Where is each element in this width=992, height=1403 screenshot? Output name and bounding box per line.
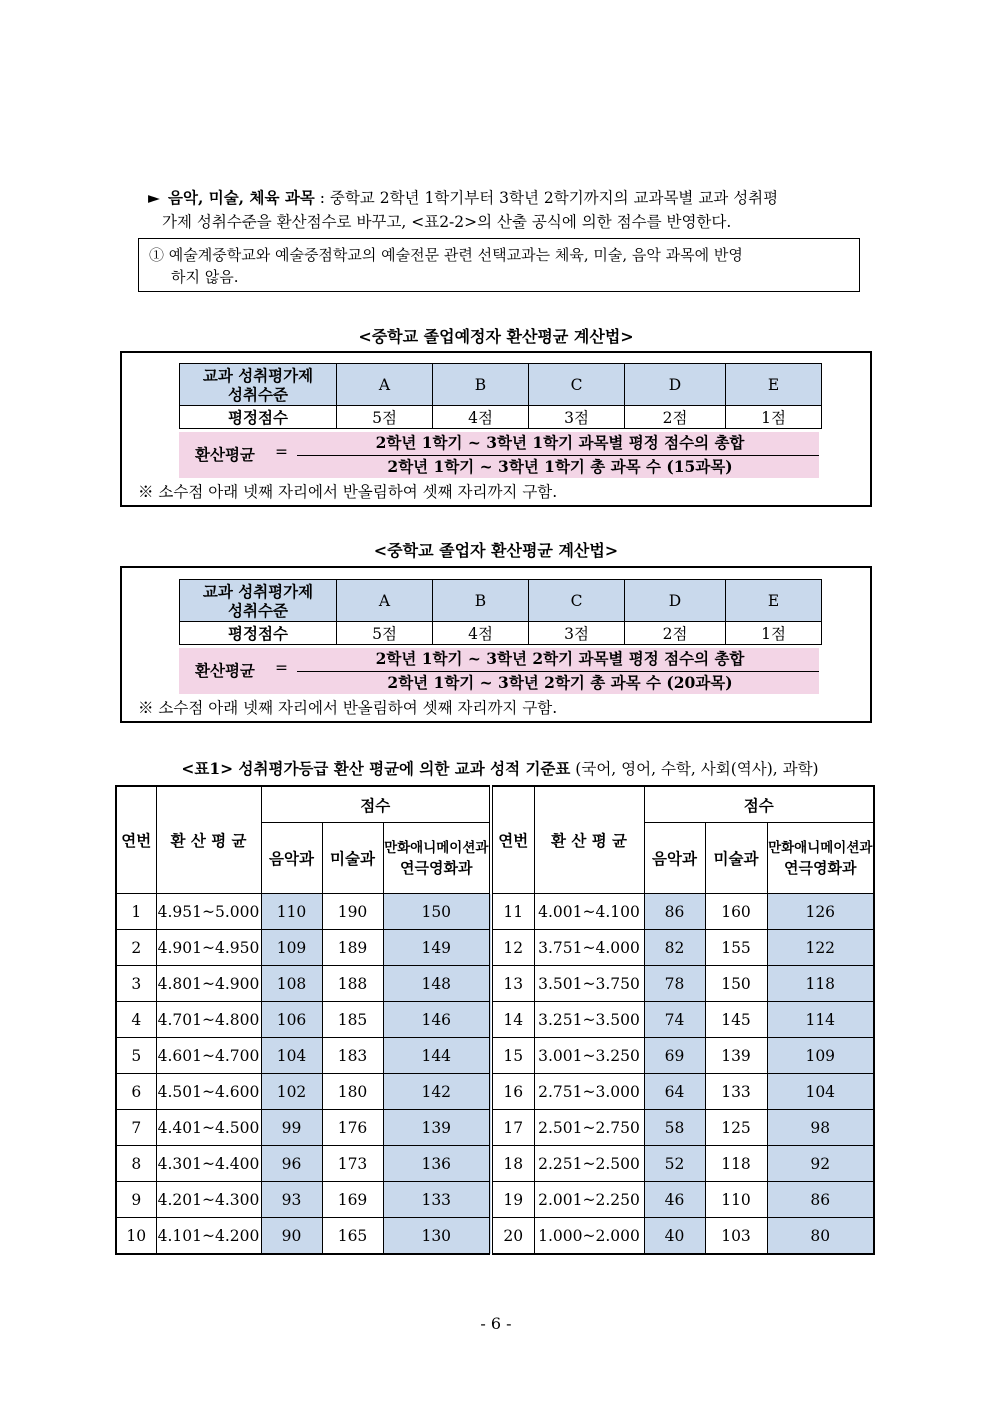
row-music: 108 — [261, 966, 322, 1002]
level-a: A — [337, 580, 433, 622]
section2-remark: ※ 소수점 아래 넷째 자리에서 반올림하여 셋째 자리까지 구함. — [138, 699, 558, 717]
table-body — [116, 894, 874, 1255]
header-score: 점수 — [644, 786, 874, 823]
row-animation: 150 — [383, 894, 491, 930]
row-music: 96 — [261, 1146, 322, 1182]
row-animation: 86 — [767, 1182, 874, 1218]
row-animation: 98 — [767, 1110, 874, 1146]
row-avg: 4.201~4.300 — [156, 1182, 261, 1218]
row-art: 103 — [705, 1218, 767, 1255]
row-animation: 122 — [767, 930, 874, 966]
formula-label: 환산평균 — [195, 445, 255, 464]
row-animation: 109 — [767, 1038, 874, 1074]
table-row — [116, 1038, 874, 1074]
row-avg: 2.751~3.000 — [534, 1074, 644, 1110]
score-a: 5점 — [337, 406, 433, 429]
row-animation: 104 — [767, 1074, 874, 1110]
row-music: 52 — [644, 1146, 705, 1182]
row-art: 190 — [322, 894, 383, 930]
score-b: 4점 — [433, 622, 529, 645]
row-animation: 126 — [767, 894, 874, 930]
intro-title: 음악, 미술, 체육 과목 — [168, 188, 315, 207]
row-art: 145 — [705, 1002, 767, 1038]
row-no: 8 — [116, 1146, 156, 1182]
row-art: 173 — [322, 1146, 383, 1182]
header-music: 음악과 — [261, 823, 322, 894]
row-animation: 139 — [383, 1110, 491, 1146]
row-art: 118 — [705, 1146, 767, 1182]
level-header: 교과 성취평가제 성취수준 — [180, 364, 337, 406]
formula-label: 환산평균 — [195, 661, 255, 680]
row-no: 3 — [116, 966, 156, 1002]
row-art: 180 — [322, 1074, 383, 1110]
intro-colon: : — [314, 189, 330, 207]
row-animation: 133 — [383, 1182, 491, 1218]
header-art: 미술과 — [705, 823, 767, 894]
row-avg: 4.401~4.500 — [156, 1110, 261, 1146]
note-box — [138, 238, 860, 292]
row-no: 11 — [491, 894, 534, 930]
section1-grade-table — [179, 363, 822, 429]
row-animation: 118 — [767, 966, 874, 1002]
level-header: 교과 성취평가제 성취수준 — [180, 580, 337, 622]
score-e: 1점 — [726, 622, 822, 645]
row-music: 40 — [644, 1218, 705, 1255]
score-b: 4점 — [433, 406, 529, 429]
level-b: B — [433, 364, 529, 406]
table1-caption — [120, 757, 880, 779]
level-c: C — [529, 580, 625, 622]
row-no: 1 — [116, 894, 156, 930]
row-music: 90 — [261, 1218, 322, 1255]
table-row — [116, 1110, 874, 1146]
row-music: 82 — [644, 930, 705, 966]
row-music: 78 — [644, 966, 705, 1002]
level-e: E — [726, 364, 822, 406]
row-art: 185 — [322, 1002, 383, 1038]
intro-line1: 중학교 2학년 1학기부터 3학년 2학기까지의 교과목별 교과 성취평 — [329, 189, 779, 207]
score-e: 1점 — [726, 406, 822, 429]
row-no: 7 — [116, 1110, 156, 1146]
formula-equals: = — [275, 659, 288, 677]
row-music: 69 — [644, 1038, 705, 1074]
row-avg: 4.951~5.000 — [156, 894, 261, 930]
row-avg: 4.001~4.100 — [534, 894, 644, 930]
row-art: 169 — [322, 1182, 383, 1218]
row-music: 104 — [261, 1038, 322, 1074]
section2-formula — [179, 648, 819, 694]
table-row — [116, 1146, 874, 1182]
row-art: 176 — [322, 1110, 383, 1146]
row-no: 17 — [491, 1110, 534, 1146]
row-avg: 3.501~3.750 — [534, 966, 644, 1002]
row-no: 12 — [491, 930, 534, 966]
table-row — [116, 1074, 874, 1110]
section2-grade-table — [179, 579, 822, 645]
row-avg: 4.501~4.600 — [156, 1074, 261, 1110]
score-c: 3점 — [529, 406, 625, 429]
row-animation: 148 — [383, 966, 491, 1002]
section1-formula — [179, 432, 819, 478]
row-avg: 2.501~2.750 — [534, 1110, 644, 1146]
row-animation: 114 — [767, 1002, 874, 1038]
row-no: 13 — [491, 966, 534, 1002]
formula-numerator: 2학년 1학기 ~ 3학년 2학기 과목별 평정 점수의 총합 — [375, 649, 745, 668]
row-no: 20 — [491, 1218, 534, 1255]
header-avg: 환 산 평 균 — [156, 786, 261, 894]
row-art: 150 — [705, 966, 767, 1002]
row-art: 155 — [705, 930, 767, 966]
formula-numerator: 2학년 1학기 ~ 3학년 1학기 과목별 평정 점수의 총합 — [375, 433, 745, 452]
note-line1: ① 예술계중학교와 예술중점학교의 예술전문 관련 선택교과는 체육, 미술, 음악 과목에 반영 — [149, 246, 743, 264]
score-header: 평정점수 — [180, 622, 337, 645]
level-a: A — [337, 364, 433, 406]
level-d: D — [625, 580, 726, 622]
intro-paragraph — [148, 186, 888, 234]
section1-remark: ※ 소수점 아래 넷째 자리에서 반올림하여 셋째 자리까지 구함. — [138, 483, 558, 501]
row-no: 6 — [116, 1074, 156, 1110]
row-art: 125 — [705, 1110, 767, 1146]
row-no: 16 — [491, 1074, 534, 1110]
note-line2: 하지 않음. — [171, 268, 239, 286]
row-animation: 149 — [383, 930, 491, 966]
header-animation: 만화애니메이션과 연극영화과 — [383, 823, 491, 894]
row-avg: 3.001~3.250 — [534, 1038, 644, 1074]
row-music: 102 — [261, 1074, 322, 1110]
level-b: B — [433, 580, 529, 622]
score-d: 2점 — [625, 622, 726, 645]
formula-denominator: 2학년 1학기 ~ 3학년 1학기 총 과목 수 (15과목) — [387, 457, 733, 476]
row-music: 110 — [261, 894, 322, 930]
row-animation: 130 — [383, 1218, 491, 1255]
table1-caption-rest: (국어, 영어, 수학, 사회(역사), 과학) — [570, 760, 819, 778]
row-avg: 2.001~2.250 — [534, 1182, 644, 1218]
row-animation: 142 — [383, 1074, 491, 1110]
header-avg: 환 산 평 균 — [534, 786, 644, 894]
formula-denominator: 2학년 1학기 ~ 3학년 2학기 총 과목 수 (20과목) — [387, 673, 733, 692]
table-row — [116, 894, 874, 930]
right-triangle-icon: ► — [148, 189, 160, 207]
score-a: 5점 — [337, 622, 433, 645]
row-avg: 4.901~4.950 — [156, 930, 261, 966]
header-animation: 만화애니메이션과 연극영화과 — [767, 823, 874, 894]
row-music: 86 — [644, 894, 705, 930]
level-d: D — [625, 364, 726, 406]
row-art: 165 — [322, 1218, 383, 1255]
row-animation: 144 — [383, 1038, 491, 1074]
row-music: 46 — [644, 1182, 705, 1218]
row-music: 74 — [644, 1002, 705, 1038]
row-avg: 4.701~4.800 — [156, 1002, 261, 1038]
row-music: 64 — [644, 1074, 705, 1110]
row-avg: 3.251~3.500 — [534, 1002, 644, 1038]
row-no: 10 — [116, 1218, 156, 1255]
table-row — [116, 1182, 874, 1218]
row-no: 14 — [491, 1002, 534, 1038]
intro-line2: 가제 성취수준을 환산점수로 바꾸고, <표2-2>의 산출 공식에 의한 점수를 반영한다. — [162, 213, 732, 231]
table-row — [116, 1002, 874, 1038]
row-animation: 92 — [767, 1146, 874, 1182]
row-avg: 4.601~4.700 — [156, 1038, 261, 1074]
table-row — [116, 930, 874, 966]
row-art: 110 — [705, 1182, 767, 1218]
level-e: E — [726, 580, 822, 622]
header-music: 음악과 — [644, 823, 705, 894]
row-music: 58 — [644, 1110, 705, 1146]
header-score: 점수 — [261, 786, 491, 823]
row-avg: 4.101~4.200 — [156, 1218, 261, 1255]
row-avg: 1.000~2.000 — [534, 1218, 644, 1255]
row-animation: 146 — [383, 1002, 491, 1038]
row-art: 189 — [322, 930, 383, 966]
row-art: 183 — [322, 1038, 383, 1074]
row-art: 160 — [705, 894, 767, 930]
score-c: 3점 — [529, 622, 625, 645]
row-avg: 4.801~4.900 — [156, 966, 261, 1002]
row-avg: 3.751~4.000 — [534, 930, 644, 966]
row-no: 5 — [116, 1038, 156, 1074]
page-number: - 6 - — [480, 1314, 512, 1333]
formula-equals: = — [275, 443, 288, 461]
row-music: 106 — [261, 1002, 322, 1038]
score-header: 평정점수 — [180, 406, 337, 429]
row-avg: 2.251~2.500 — [534, 1146, 644, 1182]
score-standard-table — [115, 785, 875, 1255]
table-row — [116, 1218, 874, 1255]
table-row — [116, 966, 874, 1002]
header-art: 미술과 — [322, 823, 383, 894]
level-c: C — [529, 364, 625, 406]
row-animation: 136 — [383, 1146, 491, 1182]
row-no: 9 — [116, 1182, 156, 1218]
score-d: 2점 — [625, 406, 726, 429]
row-music: 99 — [261, 1110, 322, 1146]
row-music: 109 — [261, 930, 322, 966]
row-no: 4 — [116, 1002, 156, 1038]
row-art: 188 — [322, 966, 383, 1002]
row-art: 139 — [705, 1038, 767, 1074]
row-no: 19 — [491, 1182, 534, 1218]
row-animation: 80 — [767, 1218, 874, 1255]
section2-title: <중학교 졸업자 환산평균 계산법> — [373, 541, 619, 560]
table1-caption-bold: <표1> 성취평가등급 환산 평균에 의한 교과 성적 기준표 — [181, 759, 571, 778]
row-no: 2 — [116, 930, 156, 966]
section1-title: <중학교 졸업예정자 환산평균 계산법> — [358, 327, 634, 346]
row-music: 93 — [261, 1182, 322, 1218]
row-avg: 4.301~4.400 — [156, 1146, 261, 1182]
row-no: 18 — [491, 1146, 534, 1182]
header-no: 연번 — [491, 786, 534, 894]
row-art: 133 — [705, 1074, 767, 1110]
header-no: 연번 — [116, 786, 156, 894]
row-no: 15 — [491, 1038, 534, 1074]
